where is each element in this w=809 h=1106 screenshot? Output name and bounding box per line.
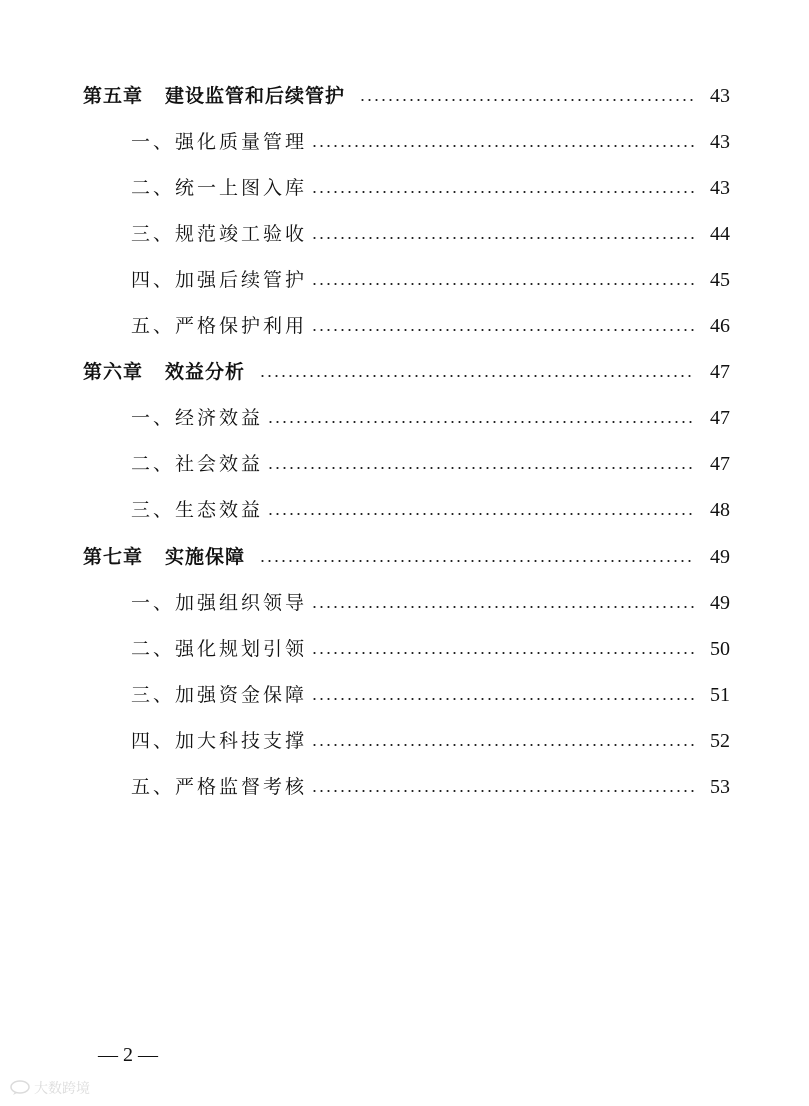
toc-page-number: 43 [710, 131, 730, 153]
chapter-number: 第六章 [83, 361, 144, 383]
dot-leader [311, 790, 694, 792]
toc-page-number: 49 [710, 592, 730, 614]
toc-section-row [131, 588, 730, 618]
page-number: — 2 — [98, 1044, 158, 1066]
toc-page-number: 49 [710, 546, 730, 568]
toc-entry-title: 四、加强后续管护 [131, 269, 308, 291]
toc-page-number: 47 [710, 361, 730, 383]
toc-page-number: 53 [710, 776, 730, 798]
toc-entry-title: 四、加大科技支撑 [131, 730, 308, 752]
toc-entry-title: 二、统一上图入库 [131, 177, 308, 199]
toc-chapter-row [83, 81, 730, 111]
toc-entry-title: 二、社会效益 [131, 453, 264, 475]
chapter-title: 效益分析 [165, 361, 246, 383]
chapter-number: 第五章 [83, 85, 144, 107]
dot-leader [311, 698, 694, 700]
watermark [10, 1078, 90, 1098]
watermark-text: 大数跨境 [34, 1081, 90, 1097]
toc-section-row [131, 726, 730, 756]
toc-section-row [131, 265, 730, 295]
toc-page-number: 51 [710, 684, 730, 706]
dot-leader [311, 652, 694, 654]
toc-page-number: 43 [710, 85, 730, 107]
toc-section-row [131, 772, 730, 802]
toc-section-row [131, 219, 730, 249]
dot-leader [311, 191, 694, 193]
dot-leader [311, 283, 694, 285]
toc-entry-title: 三、加强资金保障 [131, 684, 308, 706]
toc-entry-title: 二、强化规划引领 [131, 638, 308, 660]
toc-section-row [131, 449, 730, 479]
toc-page-number: 46 [710, 315, 730, 337]
dot-leader [311, 744, 694, 746]
toc-entry-title: 五、严格监督考核 [131, 776, 308, 798]
toc-entry-title [83, 81, 345, 111]
dot-leader [311, 145, 694, 147]
toc-page-number: 50 [710, 638, 730, 660]
toc-page-number: 47 [710, 453, 730, 475]
toc-page-number: 43 [710, 177, 730, 199]
toc-entry-title: 三、规范竣工验收 [131, 223, 308, 245]
toc-page-number: 48 [710, 499, 730, 521]
toc-page-number: 44 [710, 223, 730, 245]
toc-section-row [131, 495, 730, 525]
dot-leader [311, 329, 694, 331]
dot-leader [267, 467, 694, 469]
toc-page-number: 52 [710, 730, 730, 752]
chapter-title: 建设监管和后续管护 [165, 85, 346, 107]
dot-leader [311, 606, 694, 608]
toc-page-number: 47 [710, 407, 730, 429]
toc-section-row [131, 403, 730, 433]
dot-leader [359, 99, 694, 101]
dot-leader [267, 513, 694, 515]
toc-entry-title: 三、生态效益 [131, 499, 264, 521]
dot-leader [311, 237, 694, 239]
toc-chapter-row [83, 357, 730, 387]
dot-leader [259, 560, 694, 562]
toc-entry-title: 五、严格保护利用 [131, 315, 308, 337]
toc-entry-title: 一、强化质量管理 [131, 131, 308, 153]
toc-entry-title [83, 542, 245, 572]
dot-leader [267, 421, 694, 423]
toc-page-number: 45 [710, 269, 730, 291]
toc-section-row [131, 680, 730, 710]
logo-bubble-icon [10, 1080, 30, 1096]
toc-section-row [131, 634, 730, 664]
chapter-title: 实施保障 [165, 546, 246, 568]
toc-entry-title: 一、经济效益 [131, 407, 264, 429]
toc-section-row [131, 127, 730, 157]
toc-section-row [131, 173, 730, 203]
dot-leader [259, 375, 694, 377]
toc-entry-title: 一、加强组织领导 [131, 592, 308, 614]
toc-section-row [131, 311, 730, 341]
toc-entry-title [83, 357, 245, 387]
toc-chapter-row [83, 542, 730, 572]
chapter-number: 第七章 [83, 546, 144, 568]
